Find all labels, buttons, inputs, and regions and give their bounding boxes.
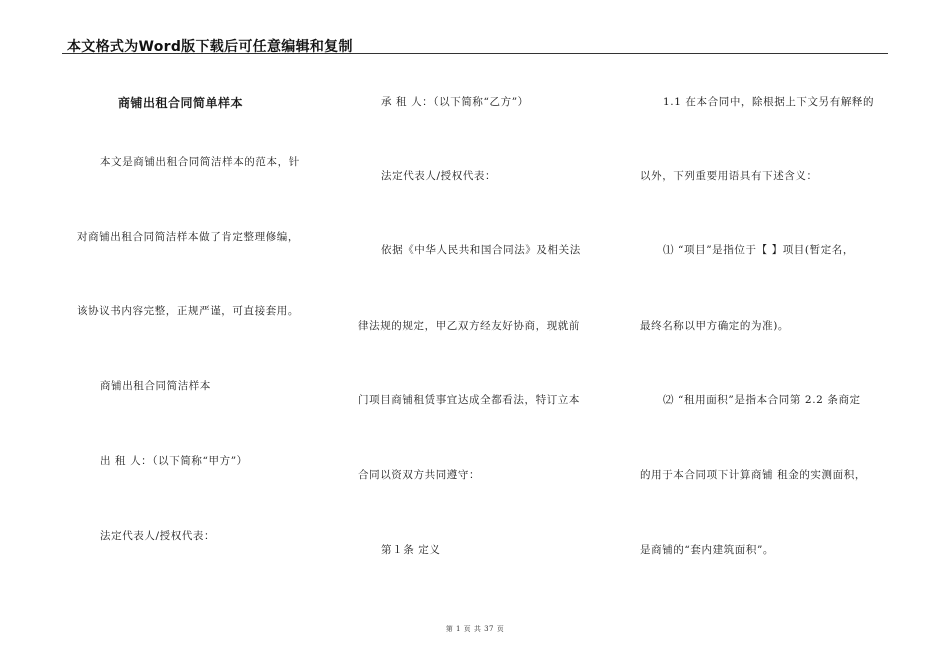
column-2 xyxy=(358,0,608,672)
paragraph-line: 依据《中华人民共和国合同法》及相关法 xyxy=(381,244,581,256)
paragraph-line: 出 租 人：（以下简称“甲方”） xyxy=(100,455,248,467)
section-heading: 第１条 定义 xyxy=(381,544,441,556)
paragraph-line: ⑴ “项目”是指位于【 】项目(暂定名， xyxy=(663,244,855,256)
paragraph-line: 对商铺出租合同简洁样本做了肯定整理修编， xyxy=(77,231,299,243)
paragraph-line: 门项目商铺租赁事宜达成全都看法，特订立本 xyxy=(358,394,580,406)
paragraph-line: 以外，下列重要用语具有下述含义： xyxy=(640,170,818,182)
paragraph-line: 法定代表人/授权代表： xyxy=(381,170,497,182)
paragraph-line: 的用于本合同项下计算商铺 租金的实测面积， xyxy=(640,469,866,481)
paragraph-line: 合同以资双方共同遵守： xyxy=(358,469,481,481)
paragraph-line: 本文是商铺出租合同简洁样本的范本，针 xyxy=(100,156,300,168)
paragraph-line: 最终名称以甲方确定的为准)。 xyxy=(640,320,789,332)
paragraph-line: 是商铺的“套内建筑面积”。 xyxy=(640,544,775,556)
column-1 xyxy=(77,0,327,672)
paragraph-line: 该协议书内容完整，正规严谨，可直接套用。 xyxy=(77,305,299,317)
paragraph-line: 律法规的规定，甲乙双方经友好协商，现就前 xyxy=(358,320,580,332)
paragraph-line: ⑵ “租用面积”是指本合同第 2.2 条商定 xyxy=(663,394,861,406)
section-heading: 商铺出租合同简洁样本 xyxy=(100,380,211,392)
page-number: 第 1 页 共 37 页 xyxy=(445,625,505,633)
column-3 xyxy=(640,0,890,672)
page-header: 本文格式为Word版下载后可任意编辑和复制 xyxy=(67,39,353,55)
document-title: 商铺出租合同简单样本 xyxy=(118,96,244,110)
paragraph-line: 1.1 在本合同中，除根据上下文另有解释的 xyxy=(663,96,875,108)
paragraph-line: 法定代表人/授权代表： xyxy=(100,530,216,542)
paragraph-line: 承 租 人：（以下简称“乙方”） xyxy=(381,96,529,108)
